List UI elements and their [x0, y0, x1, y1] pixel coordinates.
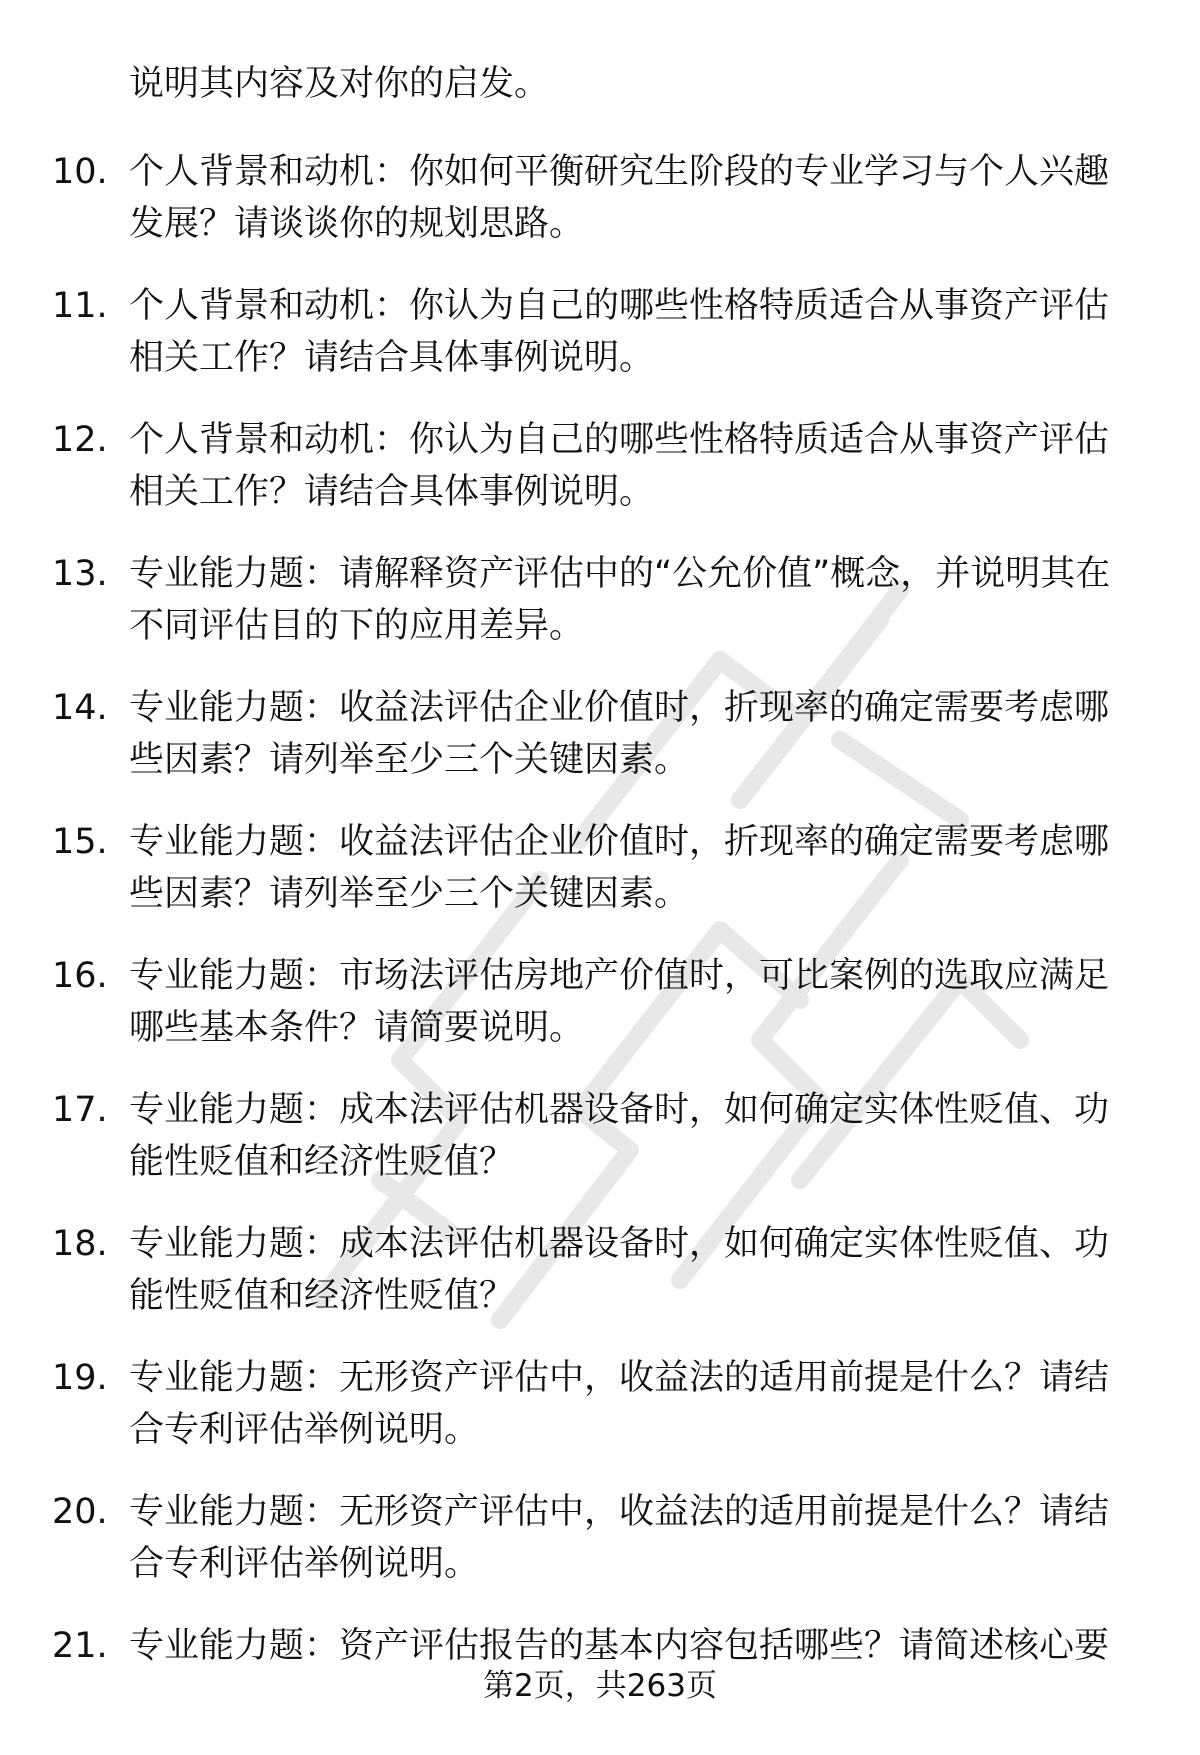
question-list	[0, 146, 1200, 1754]
item-number: 19.	[52, 1358, 108, 1398]
page-footer: 第2页，共263页	[483, 1668, 717, 1704]
item-text: 专业能力题：收益法评估企业价值时，折现率的确定需要考虑哪些因素？请列举至少三个关键因素。	[129, 688, 1110, 780]
list-item	[0, 280, 1200, 414]
list-item	[0, 950, 1200, 1084]
item-text: 专业能力题：收益法评估企业价值时，折现率的确定需要考虑哪些因素？请列举至少三个关键因素。	[129, 822, 1110, 914]
item-number: 11.	[52, 286, 108, 326]
item-text: 专业能力题：市场法评估房地产价值时，可比案例的选取应满足哪些基本条件？请简要说明。	[129, 956, 1110, 1048]
item-text: 专业能力题：请解释资产评估中的“公允价值”概念，并说明其在不同评估目的下的应用差异。	[129, 554, 1111, 646]
item-number: 20.	[52, 1492, 108, 1532]
item-text: 专业能力题：资产评估报告的基本内容包括哪些？请简述核心要	[129, 1626, 1110, 1666]
item-number: 16.	[52, 956, 108, 996]
list-item	[0, 1352, 1200, 1486]
list-item	[0, 1218, 1200, 1352]
item-number: 13.	[52, 554, 108, 594]
item-number: 12.	[52, 420, 108, 460]
item-number: 17.	[52, 1090, 108, 1130]
item-text: 专业能力题：无形资产评估中，收益法的适用前提是什么？请结合专利评估举例说明。	[129, 1358, 1110, 1450]
item-number: 10.	[52, 152, 108, 192]
list-item	[0, 548, 1200, 682]
item-number: 14.	[52, 688, 108, 728]
item-number: 15.	[52, 822, 108, 862]
list-item	[0, 682, 1200, 816]
list-item	[0, 414, 1200, 548]
list-item	[0, 146, 1200, 280]
item-text: 专业能力题：成本法评估机器设备时，如何确定实体性贬值、功能性贬值和经济性贬值？	[129, 1090, 1110, 1182]
list-item	[0, 816, 1200, 950]
item-text: 专业能力题：无形资产评估中，收益法的适用前提是什么？请结合专利评估举例说明。	[129, 1492, 1110, 1584]
list-item	[0, 1486, 1200, 1620]
item-text: 个人背景和动机：你认为自己的哪些性格特质适合从事资产评估相关工作？请结合具体事例说明。	[129, 286, 1110, 378]
list-item	[0, 1084, 1200, 1218]
item-text: 个人背景和动机：你如何平衡研究生阶段的专业学习与个人兴趣发展？请谈谈你的规划思路。	[129, 152, 1110, 244]
item-number: 21.	[52, 1626, 108, 1666]
item-text: 专业能力题：成本法评估机器设备时，如何确定实体性贬值、功能性贬值和经济性贬值？	[129, 1224, 1110, 1316]
item-number: 18.	[52, 1224, 108, 1264]
item-text: 个人背景和动机：你认为自己的哪些性格特质适合从事资产评估相关工作？请结合具体事例说明。	[129, 420, 1110, 512]
continuation-text: 说明其内容及对你的启发。	[129, 64, 550, 104]
